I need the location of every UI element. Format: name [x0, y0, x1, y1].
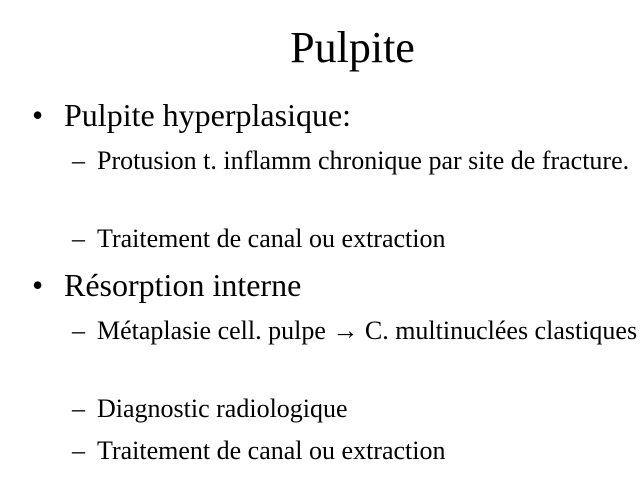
list-item-text: Métaplasie cell. pulpe → C. multinuclées clastiques: [97, 316, 638, 345]
dash-marker: –: [72, 224, 85, 253]
list-item: [72, 144, 640, 178]
dash-marker: –: [72, 394, 85, 423]
list-item-text: Traitement de canal ou extraction: [97, 224, 446, 253]
section-heading-pulpite-hyperplasique: [32, 96, 351, 134]
list-item-text: Diagnostic radiologique: [97, 394, 348, 423]
list-item: [72, 222, 640, 256]
list-item: [72, 314, 640, 348]
slide-title: Pulpite: [290, 23, 415, 72]
list-item: [72, 392, 640, 426]
dash-marker: –: [72, 146, 85, 175]
bullet: •: [32, 267, 44, 303]
dash-marker: –: [72, 436, 85, 465]
section-heading-text: Pulpite hyperplasique:: [64, 97, 352, 133]
dash-marker: –: [72, 316, 85, 345]
section-heading-text: Résorption interne: [64, 267, 302, 303]
list-item-text: Protusion t. inflamm chronique par site de fracture.: [97, 146, 630, 175]
section-heading-resorption-interne: [32, 266, 301, 304]
list-item: [72, 434, 640, 468]
bullet: •: [32, 97, 44, 133]
list-item-text: Traitement de canal ou extraction: [97, 436, 446, 465]
